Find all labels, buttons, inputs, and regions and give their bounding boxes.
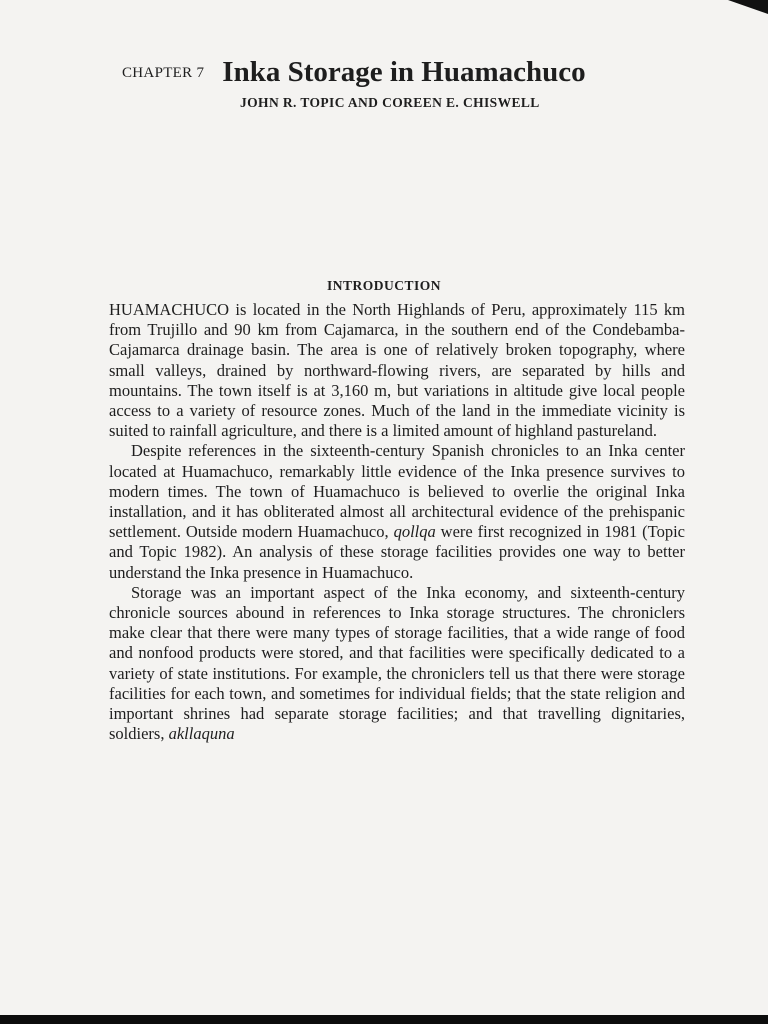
chapter-authors: JOHN R. TOPIC AND COREEN E. CHISWELL	[240, 95, 540, 110]
section-heading: INTRODUCTION	[326, 278, 441, 293]
chapter-number: CHAPTER 7	[122, 65, 205, 81]
chapter-title-line	[122, 56, 722, 89]
paragraph-2-text-b: were first recognized in 1981 (Topic and Topic 1982). An analysis of these storage facilities provides one way to better understand the Inka presence in Huamachuco.	[109, 522, 685, 582]
chapter-header	[122, 56, 722, 110]
page-corner-mark	[728, 0, 768, 14]
paragraph-2	[109, 441, 685, 582]
body-text	[109, 300, 685, 744]
term-akllaquna: akllaquna	[168, 724, 235, 744]
paragraph-1: HUAMACHUCO is located in the North Highlands of Peru, approximately 115 km from Trujillo and 90 km from Cajamarca, in the southern end of the Condebamba-Cajamarca drainage basin. The area is one of relatively broken topography, where small valleys, drained by northward-flowing rivers, are separated by hills and mountains. The town itself is at 3,160 m, but variations in altitude give local people access to a variety of resource zones. Much of the land in the immediate vicinity is suited to rainfall agriculture, and there is a limited amount of highland pastureland.	[109, 300, 685, 441]
paragraph-3	[109, 583, 685, 745]
paragraph-3-text: Storage was an important aspect of the Inka economy, and sixteenth-century chronicle sources abound in references to Inka storage structures. The chroniclers make clear that there were many types of storage facilities, that a wide range of food and nonfood products were stored, and that facilities were specifically dedicated to a variety of state institutions. For example, the chroniclers tell us that there were storage facilities for each town, and sometimes for individual fields; that the state religion and important shrines had separate storage facilities; and that travelling dignitaries, soldiers,	[109, 582, 685, 744]
term-qollqa: qollqa	[393, 522, 436, 542]
paragraph-2-text-a: Despite references in the sixteenth-century Spanish chronicles to an Inka center located at Huamachuco, remarkably little evidence of the Inka presence survives to modern times. The town of Huamachuco is believed to overlie the original Inka installation, and it has obliterated almost all architectural evidence of the prehispanic settlement. Outside modern Huamachuco,	[109, 441, 685, 542]
page-bottom-border	[0, 1015, 768, 1024]
chapter-title: Inka Storage in Huamachuco	[222, 56, 586, 88]
